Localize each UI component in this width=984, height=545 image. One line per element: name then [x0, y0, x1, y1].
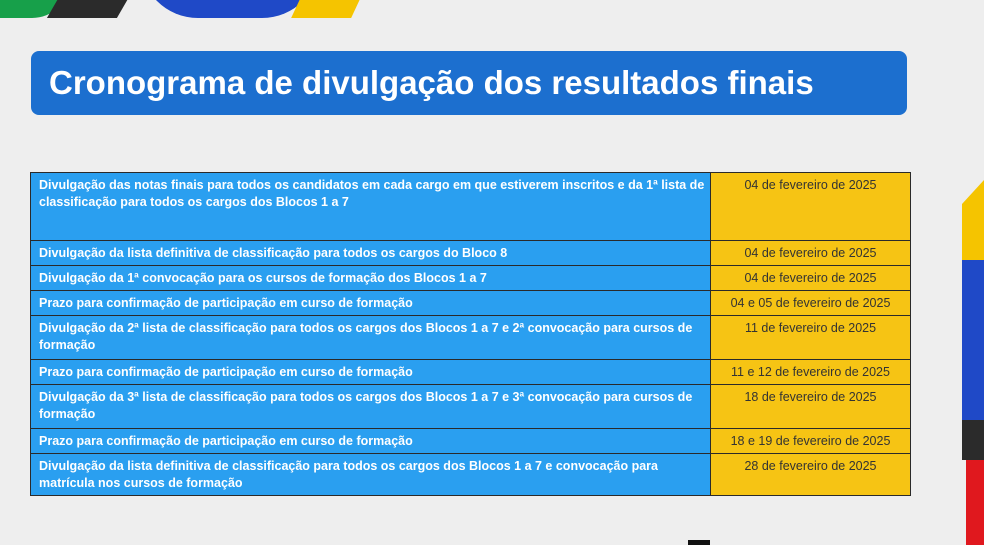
table-row — [31, 266, 911, 291]
row-date: 04 e 05 de fevereiro de 2025 — [711, 291, 911, 316]
title-banner — [31, 51, 907, 115]
bottom-mark — [688, 540, 710, 545]
table-row — [31, 173, 911, 241]
row-date: 04 de fevereiro de 2025 — [711, 266, 911, 291]
row-date: 18 de fevereiro de 2025 — [711, 385, 911, 429]
row-description: Divulgação das notas finais para todos os candidatos em cada cargo em que estiverem inscritos e da 1ª lista de classificação para todos os cargos dos Blocos 1 a 7 — [31, 173, 711, 241]
top-decoration — [0, 0, 360, 18]
row-description: Divulgação da 1ª convocação para os cursos de formação dos Blocos 1 a 7 — [31, 266, 711, 291]
blue-shape — [962, 260, 984, 420]
table-row — [31, 241, 911, 266]
row-date: 11 de fevereiro de 2025 — [711, 316, 911, 360]
schedule-table — [30, 172, 911, 496]
row-date: 11 e 12 de fevereiro de 2025 — [711, 360, 911, 385]
table-row — [31, 360, 911, 385]
row-date: 04 de fevereiro de 2025 — [711, 173, 911, 241]
right-decoration — [962, 180, 984, 545]
table-row — [31, 429, 911, 454]
table-row — [31, 454, 911, 496]
row-description: Divulgação da lista definitiva de classificação para todos os cargos do Bloco 8 — [31, 241, 711, 266]
row-description: Divulgação da 3ª lista de classificação para todos os cargos dos Blocos 1 a 7 e 3ª convocação para cursos de formação — [31, 385, 711, 429]
row-date: 28 de fevereiro de 2025 — [711, 454, 911, 496]
row-description: Divulgação da lista definitiva de classificação para todos os cargos dos Blocos 1 a 7 e convocação para matrícula nos cursos de formação — [31, 454, 711, 496]
row-description: Prazo para confirmação de participação em curso de formação — [31, 291, 711, 316]
row-description: Prazo para confirmação de participação em curso de formação — [31, 429, 711, 454]
page-title: Cronograma de divulgação dos resultados finais — [49, 64, 814, 101]
row-description: Prazo para confirmação de participação em curso de formação — [31, 360, 711, 385]
table-row — [31, 385, 911, 429]
row-date: 18 e 19 de fevereiro de 2025 — [711, 429, 911, 454]
table-row — [31, 316, 911, 360]
row-description: Divulgação da 2ª lista de classificação para todos os cargos dos Blocos 1 a 7 e 2ª convocação para cursos de formação — [31, 316, 711, 360]
row-date: 04 de fevereiro de 2025 — [711, 241, 911, 266]
yellow-shape — [291, 0, 369, 18]
yellow-shape — [962, 180, 984, 260]
table-row — [31, 291, 911, 316]
dark-shape — [962, 420, 984, 460]
dark-shape — [47, 0, 133, 18]
red-shape — [966, 460, 984, 545]
